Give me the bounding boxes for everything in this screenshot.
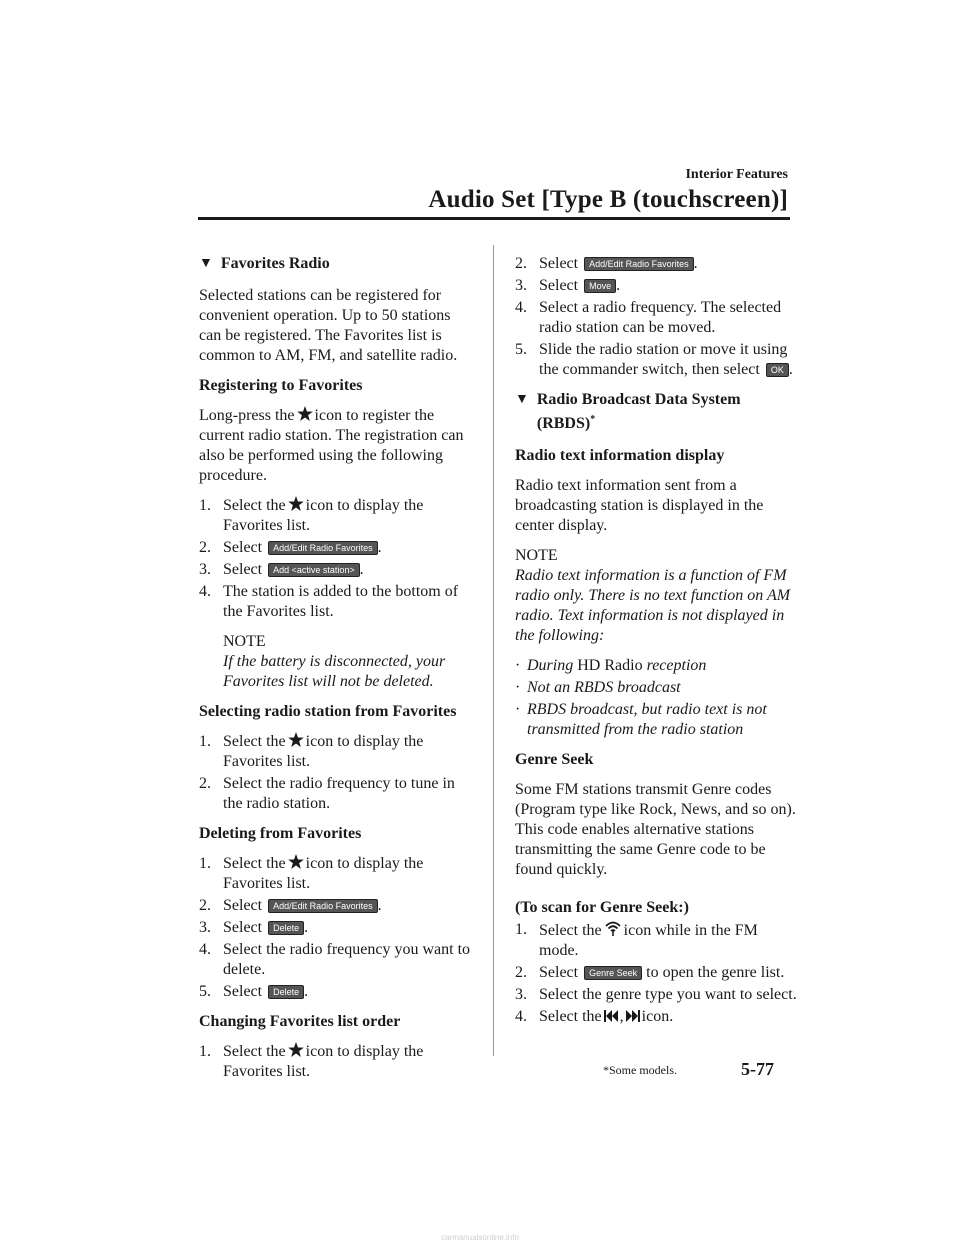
- list-item: · RBDS broadcast, but radio text is not transmitted from the radio station: [515, 701, 767, 738]
- scan-heading: (To scan for Genre Seek:): [515, 899, 689, 916]
- registering-heading: Registering to Favorites: [199, 377, 363, 394]
- header-section: Interior Features: [685, 167, 788, 182]
- star-icon: [288, 496, 304, 511]
- star-icon: [288, 732, 304, 747]
- add-edit-radio-favorites-button[interactable]: Add/Edit Radio Favorites: [268, 541, 378, 555]
- add-active-station-button[interactable]: Add <active station>: [268, 563, 360, 577]
- column-divider: [493, 245, 494, 1056]
- skip-back-icon: [604, 1010, 618, 1022]
- deleting-heading: Deleting from Favorites: [199, 825, 362, 842]
- header-rule: [198, 217, 790, 220]
- changing-steps: [199, 1042, 471, 1082]
- deleting-steps: [199, 854, 471, 1002]
- favorites-intro: Selected stations can be registered for convenient operation. Up to 50 stations can be registered. The Favorites list is common to AM, FM, and satellite radio.: [199, 287, 458, 364]
- delete-button[interactable]: Delete: [268, 985, 304, 999]
- watermark: carmanualsonline.info: [441, 1233, 519, 1242]
- genre-seek-heading: Genre Seek: [515, 751, 594, 768]
- list-item: 3. Select Delete .: [199, 919, 309, 936]
- bullet-dot-icon: ·: [515, 679, 521, 696]
- note-bullets: [515, 656, 797, 740]
- right-column: [515, 254, 797, 1037]
- ok-button[interactable]: OK: [766, 363, 789, 377]
- note-text: Radio text information is a function of FM radio only. There is no text function on AM radio. Text information is not displayed in the following:: [515, 567, 791, 644]
- triangle-bullet-icon: ▼: [199, 256, 213, 271]
- note-label: NOTE: [515, 547, 558, 564]
- list-item: 4. Select a radio frequency. The selected radio station can be moved.: [515, 299, 782, 336]
- note-text: If the battery is disconnected, your Favorites list will not be deleted.: [223, 653, 446, 690]
- list-item: · Not an RBDS broadcast: [515, 679, 681, 696]
- list-item: 2. Select the radio frequency to tune in the radio station.: [199, 775, 455, 812]
- changing-heading: Changing Favorites list order: [199, 1013, 401, 1030]
- bullet-dot-icon: ·: [515, 701, 521, 718]
- page-title: Audio Set [Type B (touchscreen)]: [428, 186, 788, 213]
- radio-text-heading: Radio text information display: [515, 447, 725, 464]
- star-icon: [288, 854, 304, 869]
- list-item: 1. Select the icon while in the FM mode.: [515, 921, 758, 959]
- star-icon: [288, 1042, 304, 1057]
- page-number: 5-77: [741, 1059, 774, 1079]
- list-item: 3. Select Add <active station> .: [199, 561, 364, 578]
- note-block: [515, 546, 797, 646]
- list-item: 3. Select the genre type you want to select.: [515, 986, 797, 1003]
- bullet-dot-icon: ·: [515, 657, 521, 674]
- list-item: 4. The station is added to the bottom of the Favorites list.: [199, 583, 459, 620]
- genre-seek-body: Some FM stations transmit Genre codes (Program type like Rock, News, and so on). This code enables alternative stations transmitting the same Genre code to be found quickly.: [515, 781, 796, 878]
- list-item: 2. Select Add/Edit Radio Favorites .: [199, 539, 382, 556]
- register-steps: [199, 496, 471, 622]
- add-edit-radio-favorites-button[interactable]: Add/Edit Radio Favorites: [584, 257, 694, 271]
- skip-forward-icon: [626, 1010, 640, 1022]
- scan-steps: [515, 920, 797, 1027]
- changing-steps-continued: [515, 254, 797, 380]
- list-item: · During HD Radio reception: [515, 657, 707, 674]
- list-item: 1. Select the icon to display the Favorites list.: [199, 1043, 424, 1080]
- list-item: 2. Select Add/Edit Radio Favorites .: [515, 255, 698, 272]
- list-item: 4. Select the , icon.: [515, 1008, 674, 1025]
- list-item: 5. Slide the radio station or move it using the commander switch, then select OK .: [515, 341, 793, 378]
- left-column: [199, 254, 471, 1092]
- delete-button[interactable]: Delete: [268, 921, 304, 935]
- rbds-heading: ▼ Radio Broadcast Data System (RBDS)*: [515, 391, 741, 432]
- list-item: 1. Select the icon to display the Favorites list.: [199, 855, 424, 892]
- list-item: 1. Select the icon to display the Favorites list.: [199, 497, 424, 534]
- triangle-bullet-icon: ▼: [515, 392, 529, 407]
- list-item: 2. Select Add/Edit Radio Favorites .: [199, 897, 382, 914]
- add-edit-radio-favorites-button[interactable]: Add/Edit Radio Favorites: [268, 899, 378, 913]
- registering-intro: Long-press the icon to register the current radio station. The registration can also be performed using the following procedure.: [199, 407, 464, 484]
- selecting-heading: Selecting radio station from Favorites: [199, 703, 457, 720]
- list-item: 5. Select Delete .: [199, 983, 309, 1000]
- star-icon: [297, 406, 313, 421]
- list-item: 4. Select the radio frequency you want to delete.: [199, 941, 471, 978]
- radio-text-body: Radio text information sent from a broadcasting station is displayed in the center display.: [515, 477, 764, 534]
- radio-signal-icon: [604, 920, 622, 936]
- move-button[interactable]: Move: [584, 279, 616, 293]
- favorites-radio-heading: ▼ Favorites Radio: [199, 255, 330, 272]
- selecting-steps: [199, 732, 471, 814]
- note-label: NOTE: [223, 633, 266, 650]
- note-block: [199, 632, 471, 692]
- list-item: 3. Select Move .: [515, 277, 621, 294]
- footnote: *Some models.: [603, 1063, 677, 1077]
- footnote-mark: *: [590, 414, 596, 425]
- list-item: 1. Select the icon to display the Favorites list.: [199, 733, 424, 770]
- genre-seek-button[interactable]: Genre Seek: [584, 966, 642, 980]
- list-item: 2. Select Genre Seek to open the genre list.: [515, 964, 785, 981]
